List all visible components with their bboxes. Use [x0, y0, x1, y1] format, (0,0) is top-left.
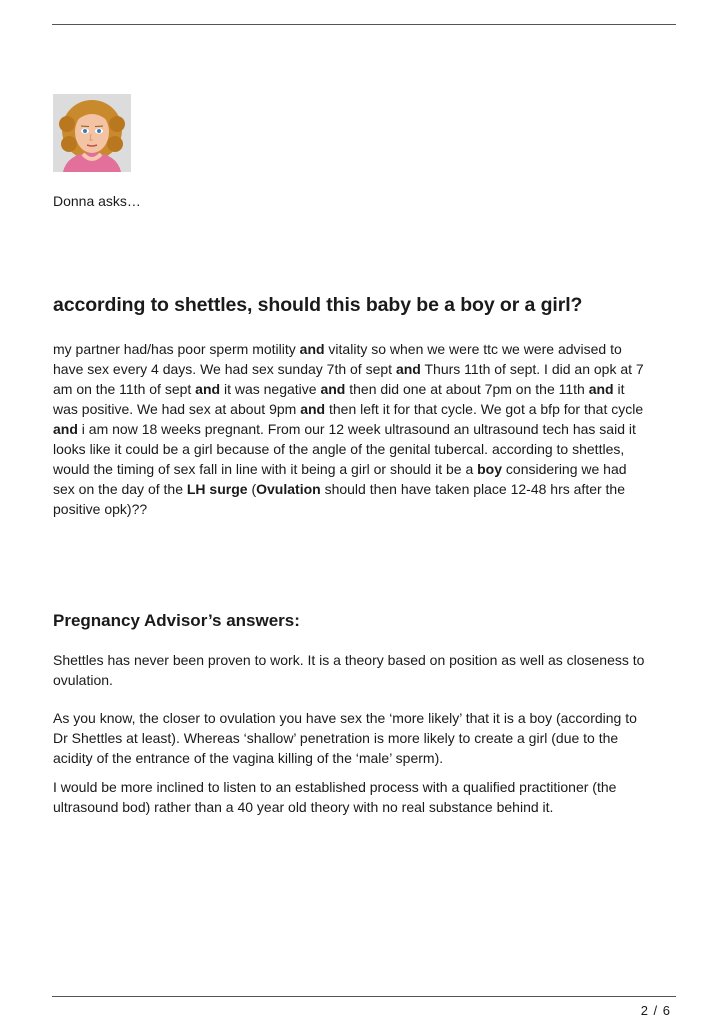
text-run: have sex every 4 days. We had sex sunday 7th of sept	[53, 361, 396, 377]
bold-keyword: and	[195, 381, 221, 397]
bold-keyword: boy	[477, 461, 503, 477]
answer-line: As you know, the closer to ovulation you have sex the ‘more likely’ that it is a boy (according to	[53, 710, 637, 726]
text-run: Thurs 11th of sept. I did an opk at 7	[420, 361, 644, 377]
text-run: should then have taken place 12-48 hrs after the	[320, 481, 626, 497]
header-rule	[52, 24, 676, 25]
text-run: then left it for that cycle. We got a bfp for that cycle	[325, 401, 644, 417]
text-run: it was negative	[220, 381, 321, 397]
text-run: looks like it could be a girl because of the angle of the genital tubercal. according to shettles,	[53, 441, 625, 457]
text-run: considering we had	[502, 461, 627, 477]
bold-keyword: and	[300, 401, 326, 417]
text-run: it	[613, 381, 625, 397]
page-number: 2 / 6	[640, 1003, 671, 1018]
answer-paragraph	[53, 777, 683, 817]
answer-line: Shettles has never been proven to work. It is a theory based on position as well as closeness to	[53, 652, 645, 668]
text-run: positive opk)??	[53, 501, 148, 517]
asker-label: Donna asks…	[53, 193, 141, 209]
answer-line: ovulation.	[53, 672, 113, 688]
question-line	[53, 459, 683, 479]
question-line	[53, 479, 683, 499]
bold-keyword: Ovulation	[256, 481, 321, 497]
bold-keyword: and	[53, 421, 78, 437]
question-body	[53, 339, 683, 519]
question-line	[53, 419, 683, 439]
text-run: sex on the day of the	[53, 481, 187, 497]
bold-keyword: LH surge	[186, 481, 248, 497]
question-line	[53, 499, 683, 519]
text-run: my partner had/has poor sperm motility	[53, 341, 300, 357]
text-run: was positive. We had sex at about 9pm	[53, 401, 301, 417]
answer-line: ultrasound bod) rather than a 40 year old theory with no real substance behind it.	[53, 799, 554, 815]
answer-line: I would be more inclined to listen to an established process with a qualified practitioner (the	[53, 779, 617, 795]
bold-keyword: and	[320, 381, 346, 397]
question-line	[53, 339, 683, 359]
bold-keyword: and	[395, 361, 421, 377]
bold-keyword: and	[588, 381, 614, 397]
text-run: vitality so when we were ttc we were advised to	[324, 341, 622, 357]
text-run: then did one at about 7pm on the 11th	[345, 381, 589, 397]
answer-line: acidity of the entrance of the vagina killing of the ‘male’ sperm).	[53, 750, 444, 766]
answer-paragraph	[53, 650, 683, 690]
answer-paragraph	[53, 708, 683, 768]
question-line	[53, 359, 683, 379]
bold-keyword: and	[299, 341, 325, 357]
text-run: (	[247, 481, 257, 497]
question-line	[53, 399, 683, 419]
text-run: i am now 18 weeks pregnant. From our 12 week ultrasound an ultrasound tech has said it	[77, 421, 636, 437]
answer-line: Dr Shettles at least). Whereas ‘shallow’ penetration is more likely to create a girl (due to the	[53, 730, 619, 746]
text-run: am on the 11th of sept	[53, 381, 196, 397]
question-line	[53, 439, 683, 459]
answers-heading: Pregnancy Advisor’s answers:	[53, 611, 300, 630]
question-title: according to shettles, should this baby be a boy or a girl?	[53, 294, 583, 316]
footer-rule	[52, 996, 676, 997]
question-line	[53, 379, 683, 399]
user-avatar	[53, 94, 131, 172]
text-run: would the timing of sex fall in line with it being a girl or should it be a	[53, 461, 478, 477]
